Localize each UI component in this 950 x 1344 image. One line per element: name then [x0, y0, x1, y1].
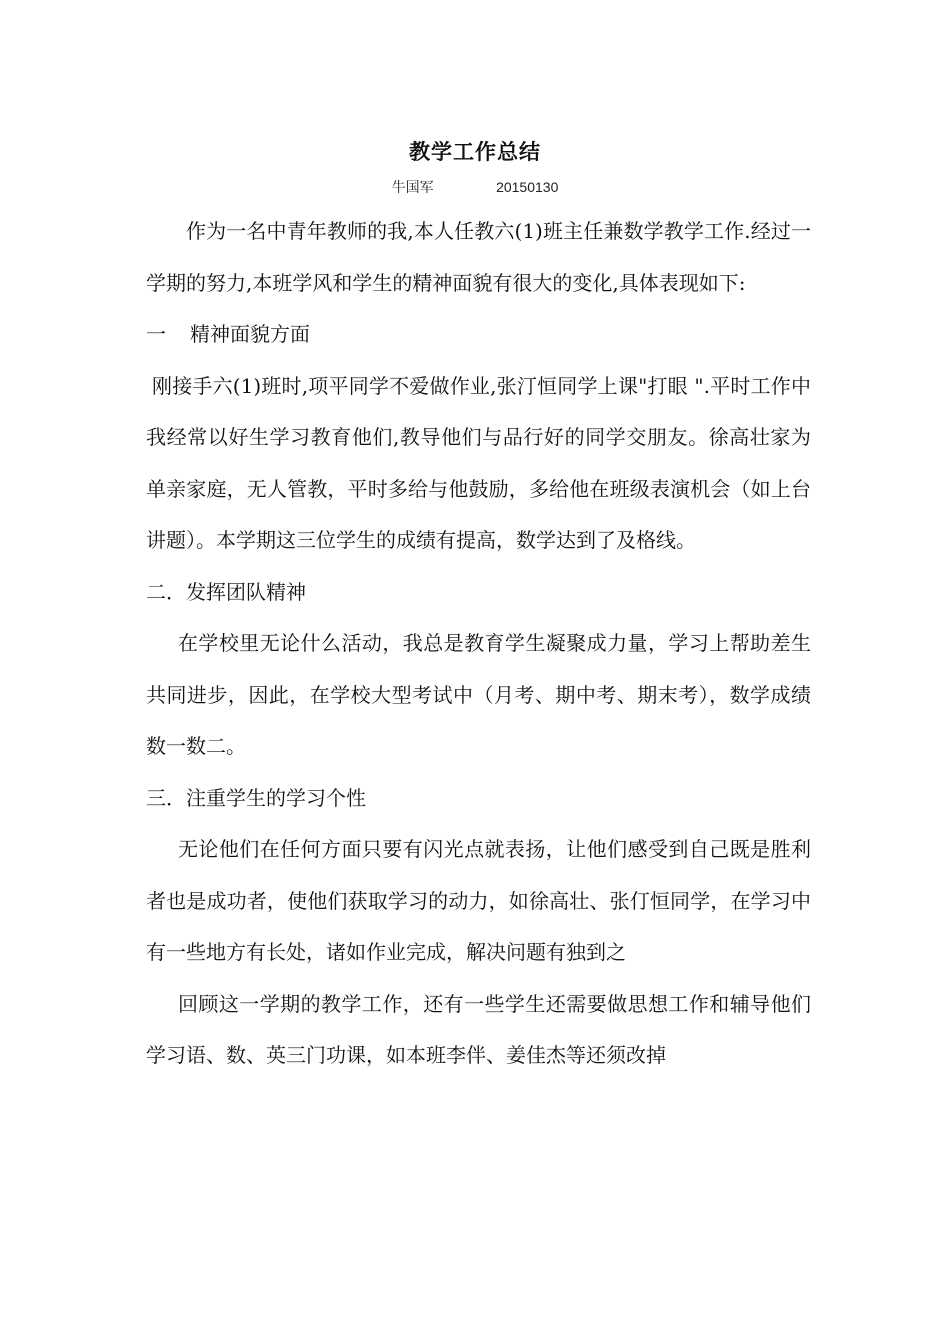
section-1-title: 精神面貌方面	[190, 322, 310, 346]
document-title: 教学工作总结	[409, 139, 541, 164]
byline	[0, 177, 950, 197]
section-2-paragraph: 在学校里无论什么活动，我总是教育学生凝聚成力量，学习上帮助差生共同进步，因此，在学校大型考试中（月考、期中考、期末考），数学成绩数一数二。	[146, 631, 811, 758]
intro-paragraph: 作为一名中青年教师的我,本人任教六(1)班主任兼数学教学工作.经过一学期的努力,本班学风和学生的精神面貌有很大的变化,具体表现如下:	[146, 219, 811, 295]
section-3-heading: 三．注重学生的学习个性	[146, 785, 366, 810]
document-body	[146, 206, 811, 1082]
author-name: 牛国军	[391, 180, 434, 196]
document-date: 20150130	[496, 179, 559, 195]
section-2-heading: 二．发挥团队精神	[146, 579, 306, 604]
section-1-heading	[146, 309, 811, 361]
closing-paragraph: 回顾这一学期的教学工作，还有一些学生还需要做思想工作和辅导他们学习语、数、英三门功课，如本班李伴、姜佳杰等还须改掉	[146, 991, 811, 1067]
section-1-paragraph: 刚接手六(1)班时,项平同学不爱做作业,张汀恒同学上课"打眼 ".平时工作中我经常以好生学习教育他们,教导他们与品行好的同学交朋友。徐高壮家为单亲家庭，无人管教，平时多给与他鼓励，多给他在班级表演机会（如上台讲题）。本学期这三位学生的成绩有提高，数学达到了及格线。	[146, 373, 811, 552]
section-1-number: 一	[146, 322, 166, 346]
section-3-paragraph: 无论他们在任何方面只要有闪光点就表扬，让他们感受到自己既是胜利者也是成功者，使他们获取学习的动力，如徐高壮、张仃恒同学，在学习中有一些地方有长处，诸如作业完成，解决问题有独到之	[146, 837, 811, 964]
